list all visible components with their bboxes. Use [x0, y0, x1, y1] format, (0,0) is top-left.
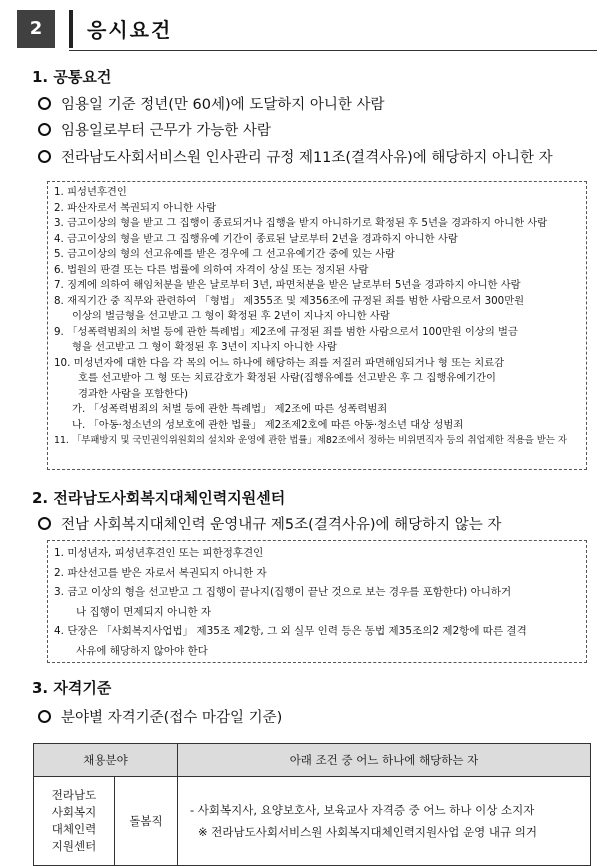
table-cell-job: 돌봄직 [115, 777, 178, 866]
list-item: 가. 「성폭력범죄의 처벌 등에 관한 특례법」 제2조에 따른 성폭력범죄 [72, 403, 388, 415]
list-item: 나. 「아동·청소년의 성보호에 관한 법률」 제2조제2호에 따른 아동·청소년 대상 성범죄 [72, 418, 464, 431]
disqualification-list-box [47, 181, 587, 470]
circle-bullet-icon [38, 710, 51, 723]
circle-bullet-icon [38, 123, 51, 136]
list-item: 11. 「부패방지 및 국민권익위원회의 설치와 운영에 관한 법률」제82조에서 정하는 비위면직자 등의 취업제한 적용을 받는 자 [54, 435, 567, 446]
circle-bullet-icon [38, 150, 51, 163]
list-item: 7. 징계에 의하여 해임처분을 받은 날로부터 3년, 파면처분을 받은 날로부터 5년을 경과하지 아니한 사람 [54, 279, 521, 291]
header-underline [69, 50, 597, 51]
list-item: 호를 선고받아 그 형 또는 치료감호가 확정된 사람(집행유예를 선고받은 후 그 집행유예기간이 [78, 372, 496, 384]
circle-bullet-icon [38, 517, 51, 530]
circle-bullet-icon [38, 97, 51, 110]
section-number-badge: 2 [17, 10, 55, 48]
qualification-table [33, 743, 591, 866]
section3-title: 3. 자격기준 [32, 679, 112, 697]
list-item: 1. 피성년후견인 [54, 186, 127, 198]
center-disqualification-box [47, 540, 587, 663]
section1-bullet: 전라남도사회서비스원 인사관리 규정 제11조(결격사유)에 해당하지 아니한 자 [38, 146, 553, 167]
list-item: 1. 미성년자, 피성년후견인 또는 피한정후견인 [54, 547, 264, 559]
section1-bullet: 임용일로부터 근무가 가능한 사람 [38, 119, 271, 140]
list-item: 8. 재직기간 중 직무와 관련하여 「형법」 제355조 및 제356조에 규정된 죄를 범한 사람으로서 300만원 [54, 294, 525, 307]
table-header-row [34, 744, 591, 777]
section2-bullet: 전남 사회복지대체인력 운영내규 제5조(결격사유)에 해당하지 않는 자 [38, 513, 501, 534]
list-item: 3. 금고이상의 형을 받고 그 집행이 종료되거나 집행을 받지 아니하기로 확정된 후 5년을 경과하지 아니한 사람 [54, 217, 548, 229]
page-title: 응시요건 [87, 18, 173, 42]
list-item: 4. 단장은 「사회복지사업법」 제35조 제2항, 그 외 실무 인력 등은 동법 제35조의2 제2항에 따른 결격 [54, 625, 527, 637]
header-divider-bar [69, 10, 73, 48]
list-item: 5. 금고이상의 형의 선고유예를 받은 경우에 그 선고유예기간 중에 있는 사람 [54, 248, 395, 260]
list-item: 이상의 벌금형을 선고받고 그 형이 확정된 후 2년이 지나지 아니한 사람 [72, 310, 390, 322]
list-item: 3. 금고 이상의 형을 선고받고 그 집행이 끝나지(집행이 끝난 것으로 보는 경우를 포함한다) 아니하거 [54, 586, 512, 598]
list-item: 9. 「성폭력범죄의 처벌 등에 관한 특례법」제2조에 규정된 죄를 범한 사람으로서 100만원 이상의 벌금 [54, 325, 518, 338]
table-cell-conditions: - 사회복지사, 요양보호사, 보육교사 자격증 중 어느 하나 이상 소지자 ※ 전라남도사회서비스원 사회복지대체인력지원사업 운영 내규 의거 [178, 777, 591, 866]
list-item: 6. 법원의 판결 또는 다른 법률에 의하여 자격이 상실 또는 정지된 사람 [54, 263, 369, 276]
list-item: 10. 미성년자에 대한 다음 각 목의 어느 하나에 해당하는 죄를 저질러 파면해임되거나 형 또는 치료감 [54, 356, 505, 369]
table-row [34, 777, 591, 866]
section1-title: 1. 공통요건 [32, 68, 112, 86]
list-item: 2. 파산선고를 받은 자로서 복권되지 아니한 자 [54, 566, 267, 579]
table-header-field: 채용분야 [34, 744, 178, 777]
table-cell-org: 전라남도 사회복지 대체인력 지원센터 [34, 777, 115, 866]
table-header-condition: 아래 조건 중 어느 하나에 해당하는 자 [178, 744, 591, 777]
section3-bullet: 분야별 자격기준(접수 마감일 기준) [38, 706, 282, 727]
list-item: 경과한 사람을 포함한다) [78, 387, 189, 400]
list-item: 나 집행이 면제되지 아니한 자 [76, 605, 212, 618]
section1-bullet: 임용일 기준 정년(만 60세)에 도달하지 아니한 사람 [38, 93, 385, 114]
list-item: 형을 선고받고 그 형이 확정된 후 3년이 지나지 아니한 사람 [72, 341, 337, 353]
section2-title: 2. 전라남도사회복지대체인력지원센터 [32, 489, 286, 507]
list-item: 2. 파산자로서 복권되지 아니한 사람 [54, 201, 217, 214]
section-header [17, 10, 597, 50]
list-item: 사유에 해당하지 않아야 한다 [76, 644, 208, 657]
list-item: 4. 금고이상의 형을 받고 그 집행유예 기간이 종료된 날로부터 2년을 경과하지 아니한 사람 [54, 232, 458, 245]
